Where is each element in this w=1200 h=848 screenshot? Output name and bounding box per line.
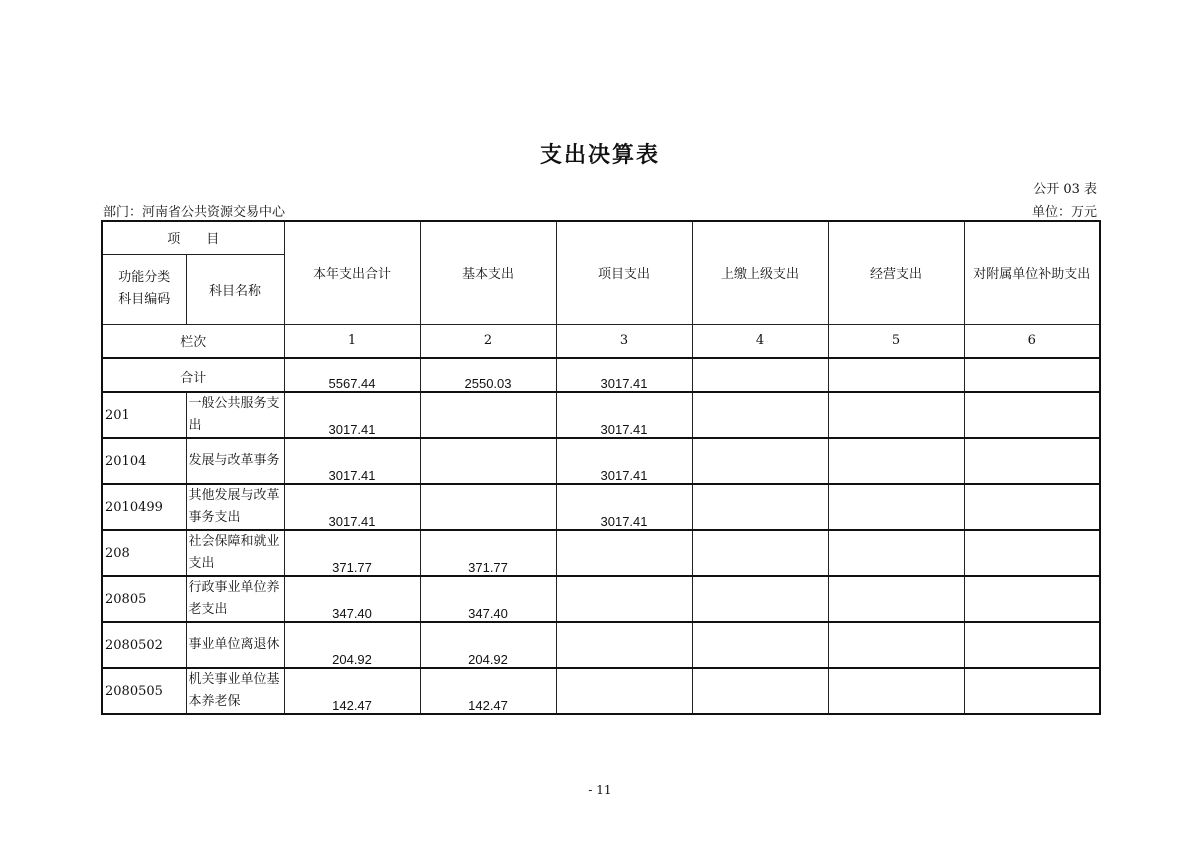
header-func-code: 功能分类 科目编码 <box>102 254 186 324</box>
total-value <box>692 358 828 392</box>
row-value <box>828 530 964 576</box>
row-value <box>964 576 1100 622</box>
row-value <box>828 438 964 484</box>
table-row <box>102 622 1100 668</box>
row-value: 204.92 <box>420 622 556 668</box>
unit-label: 单位：万元 <box>1031 205 1097 220</box>
total-value <box>828 358 964 392</box>
header-col-4: 上缴上级支出 <box>692 221 828 324</box>
row-value: 3017.41 <box>556 438 692 484</box>
header-subject-name: 科目名称 <box>186 254 284 324</box>
page-title: 支出决算表 <box>539 142 660 168</box>
header-item: 项 目 <box>102 221 284 254</box>
page-number: - 11 <box>588 783 612 797</box>
row-value <box>692 438 828 484</box>
total-value: 2550.03 <box>420 358 556 392</box>
total-value <box>964 358 1100 392</box>
row-value <box>556 622 692 668</box>
col-number: 3 <box>556 324 692 358</box>
subject-code: 201 <box>102 392 186 438</box>
row-value <box>556 530 692 576</box>
subject-name: 一般公共服务支出 <box>186 392 284 438</box>
row-value: 3017.41 <box>284 484 420 530</box>
row-value: 371.77 <box>284 530 420 576</box>
total-label: 合计 <box>102 358 284 392</box>
department-label: 部门：河南省公共资源交易中心 <box>103 205 286 220</box>
row-value: 347.40 <box>420 576 556 622</box>
row-value <box>420 392 556 438</box>
form-number: 公开 03 表 <box>1033 182 1097 197</box>
subject-code: 2010499 <box>102 484 186 530</box>
row-value <box>828 392 964 438</box>
subject-code: 20805 <box>102 576 186 622</box>
subject-code: 2080502 <box>102 622 186 668</box>
row-value <box>964 438 1100 484</box>
header-col-1: 本年支出合计 <box>284 221 420 324</box>
row-value <box>556 668 692 714</box>
table-row <box>102 668 1100 714</box>
row-value <box>692 576 828 622</box>
row-value: 347.40 <box>284 576 420 622</box>
total-value: 5567.44 <box>284 358 420 392</box>
row-value <box>692 530 828 576</box>
row-value: 142.47 <box>420 668 556 714</box>
row-value <box>828 576 964 622</box>
row-value <box>692 668 828 714</box>
subject-name: 其他发展与改革事务支出 <box>186 484 284 530</box>
row-value <box>420 438 556 484</box>
header-col-5: 经营支出 <box>828 221 964 324</box>
subject-code: 20104 <box>102 438 186 484</box>
row-value: 371.77 <box>420 530 556 576</box>
table-row <box>102 392 1100 438</box>
row-value: 204.92 <box>284 622 420 668</box>
row-value <box>964 392 1100 438</box>
row-value <box>964 622 1100 668</box>
row-value <box>692 484 828 530</box>
row-value <box>828 622 964 668</box>
table-row <box>102 438 1100 484</box>
subject-name: 行政事业单位养老支出 <box>186 576 284 622</box>
subject-name: 社会保障和就业支出 <box>186 530 284 576</box>
subject-code: 208 <box>102 530 186 576</box>
subject-name: 机关事业单位基本养老保 <box>186 668 284 714</box>
row-value: 3017.41 <box>284 438 420 484</box>
header-col-6: 对附属单位补助支出 <box>964 221 1100 324</box>
total-row <box>102 358 1100 392</box>
row-value <box>556 576 692 622</box>
row-value <box>964 530 1100 576</box>
row-value <box>964 484 1100 530</box>
row-value: 3017.41 <box>284 392 420 438</box>
subject-code: 2080505 <box>102 668 186 714</box>
table-row <box>102 576 1100 622</box>
row-value <box>964 668 1100 714</box>
row-value <box>828 668 964 714</box>
row-value <box>420 484 556 530</box>
col-number: 2 <box>420 324 556 358</box>
header-col-3: 项目支出 <box>556 221 692 324</box>
row-value <box>692 392 828 438</box>
subject-name: 发展与改革事务 <box>186 438 284 484</box>
row-value: 142.47 <box>284 668 420 714</box>
row-label: 栏次 <box>102 324 284 358</box>
expenditure-table <box>101 220 1101 715</box>
row-value: 3017.41 <box>556 484 692 530</box>
row-value <box>692 622 828 668</box>
col-number: 1 <box>284 324 420 358</box>
col-number: 6 <box>964 324 1100 358</box>
table-row <box>102 484 1100 530</box>
total-value: 3017.41 <box>556 358 692 392</box>
table-row <box>102 530 1100 576</box>
row-value: 3017.41 <box>556 392 692 438</box>
header-col-2: 基本支出 <box>420 221 556 324</box>
col-number: 4 <box>692 324 828 358</box>
subject-name: 事业单位离退休 <box>186 622 284 668</box>
col-number: 5 <box>828 324 964 358</box>
row-value <box>828 484 964 530</box>
